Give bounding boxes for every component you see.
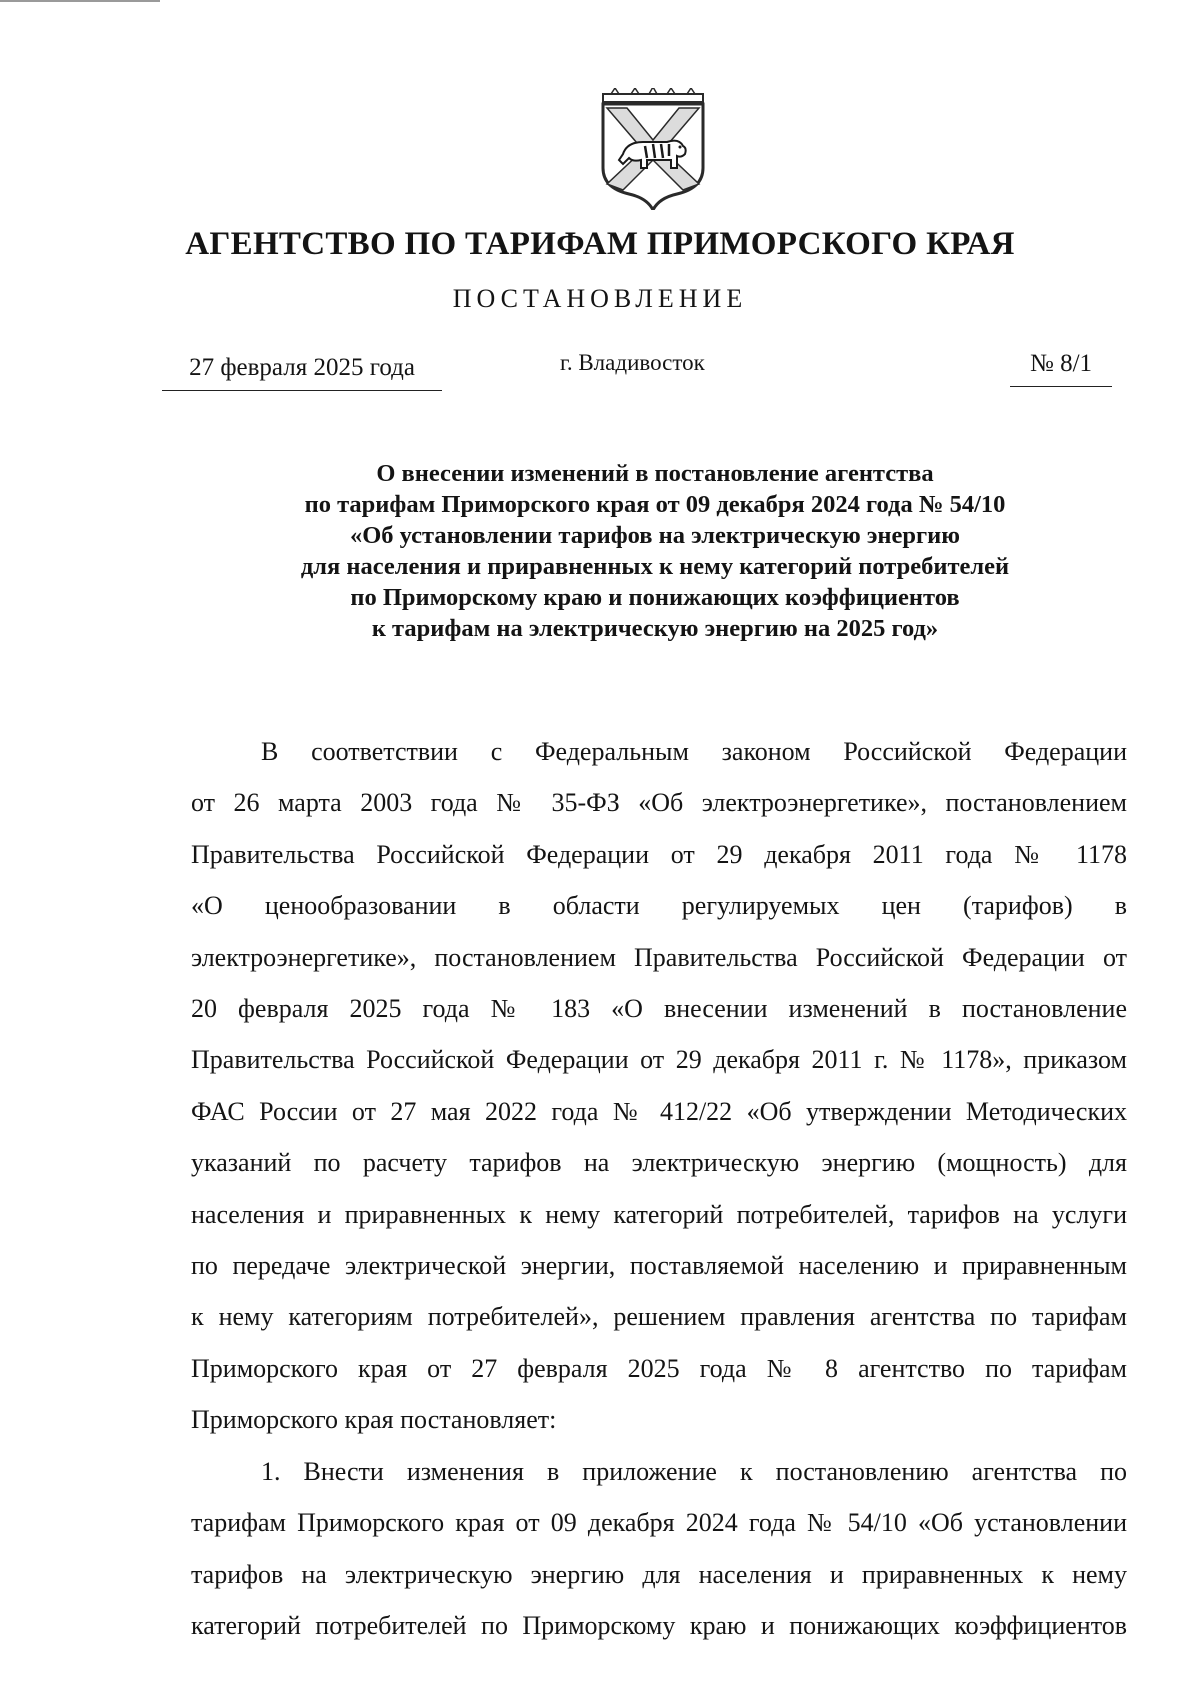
body-line: тарифам Приморского края от 09 декабря 2024 года № 54/10 «Об установлении bbox=[191, 1508, 1127, 1538]
body-line: Правительства Российской Федерации от 29 декабря 2011 года № 1178 bbox=[191, 839, 1127, 869]
body-line: Приморского края постановляет: bbox=[191, 1405, 557, 1435]
document-type: ПОСТАНОВЛЕНИЕ bbox=[452, 284, 748, 313]
heading-line: по тарифам Приморского края от 09 декабря 2024 года № 54/10 bbox=[304, 491, 1006, 518]
primorsky-krai-coat-of-arms-icon bbox=[597, 88, 709, 210]
body-line: к нему категориям потребителей», решением правления агентства по тарифам bbox=[191, 1302, 1127, 1332]
heading-line: О внесении изменений в постановление агентства bbox=[376, 460, 934, 487]
agency-title: АГЕНТСТВО ПО ТАРИФАМ ПРИМОРСКОГО КРАЯ bbox=[185, 226, 1015, 262]
document-number: № 8/1 bbox=[1010, 350, 1112, 387]
body-line: «О ценообразовании в области регулируемых цен (тарифов) в bbox=[191, 891, 1127, 921]
heading-line: к тарифам на электрическую энергию на 2025 год» bbox=[371, 615, 939, 642]
body-line: 1. Внести изменения в приложение к постановлению агентства по bbox=[261, 1456, 1127, 1486]
body-line: населения и приравненных к нему категорий потребителей, тарифов на услуги bbox=[191, 1199, 1127, 1229]
document-city: г. Владивосток bbox=[560, 350, 705, 375]
body-line: по передаче электрической энергии, поставляемой населению и приравненным bbox=[191, 1251, 1127, 1281]
scan-edge-mark bbox=[0, 0, 160, 2]
heading-line: для населения и приравненных к нему категорий потребителей bbox=[300, 553, 1010, 580]
body-line: 20 февраля 2025 года № 183 «О внесении изменений в постановление bbox=[191, 994, 1127, 1024]
body-line: указаний по расчету тарифов на электрическую энергию (мощность) для bbox=[191, 1148, 1127, 1178]
body-line: В соответствии с Федеральным законом Российской Федерации bbox=[261, 737, 1127, 766]
heading-line: по Приморскому краю и понижающих коэффициентов bbox=[350, 584, 960, 611]
document-date: 27 февраля 2025 года bbox=[162, 354, 442, 391]
document-body bbox=[191, 726, 1127, 1651]
body-line: электроэнергетике», постановлением Правительства Российской Федерации от bbox=[191, 942, 1127, 972]
body-line: ФАС России от 27 мая 2022 года № 412/22 «Об утверждении Методических bbox=[191, 1096, 1127, 1126]
body-line: тарифов на электрическую энергию для населения и приравненных к нему bbox=[191, 1559, 1127, 1589]
body-line: Приморского края от 27 февраля 2025 года № 8 агентство по тарифам bbox=[191, 1353, 1127, 1383]
body-line: Правительства Российской Федерации от 29 декабря 2011 г. № 1178», приказом bbox=[191, 1045, 1127, 1075]
body-line: категорий потребителей по Приморскому краю и понижающих коэффициентов bbox=[191, 1610, 1127, 1640]
emblem-crown bbox=[603, 94, 703, 102]
document-heading bbox=[0, 458, 1200, 644]
body-line: от 26 марта 2003 года № 35-ФЗ «Об электроэнергетике», постановлением bbox=[191, 788, 1127, 818]
heading-line: «Об установлении тарифов на электрическую энергию bbox=[349, 522, 960, 549]
